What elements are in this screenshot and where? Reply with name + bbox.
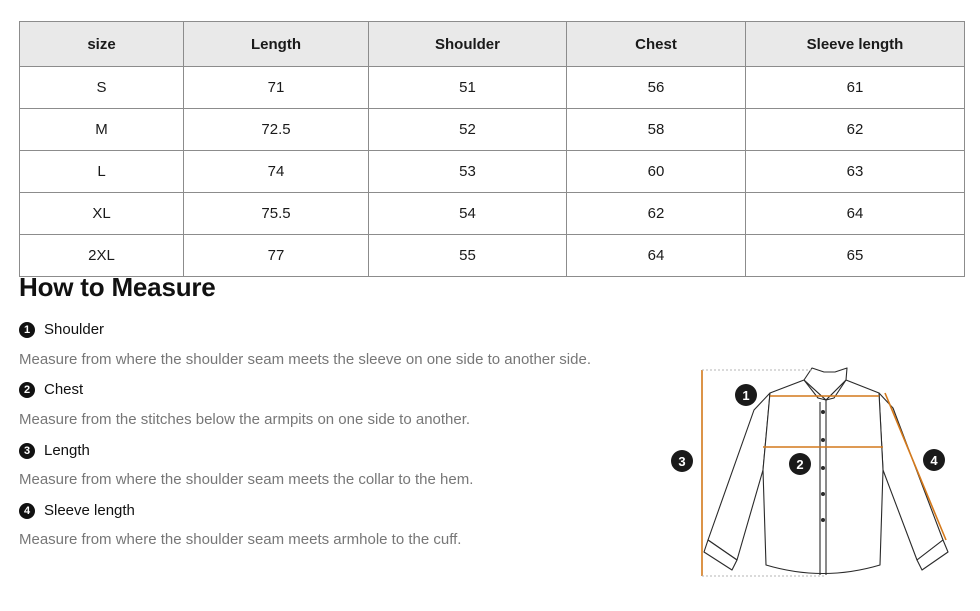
table-row (20, 67, 965, 109)
table-cell-length: 74 (184, 151, 369, 193)
table-row (20, 109, 965, 151)
marker-4-icon (923, 449, 945, 471)
table-cell-chest: 56 (567, 67, 746, 109)
number-3-icon: 3 (19, 443, 35, 459)
svg-text:2: 2 (796, 457, 804, 472)
table-cell-length: 72.5 (184, 109, 369, 151)
measure-item-label: Chest (44, 381, 84, 398)
table-row (20, 193, 965, 235)
column-header-shoulder: Shoulder (369, 22, 567, 67)
number-4-icon: 4 (19, 503, 35, 519)
shirt-measurement-diagram (665, 360, 955, 585)
table-cell-sleeve-length: 62 (746, 109, 965, 151)
table-cell-size: M (20, 109, 184, 151)
table-cell-sleeve-length: 63 (746, 151, 965, 193)
marker-3-icon (671, 450, 693, 472)
measure-item-sleeve-length-description: Measure from where the shoulder seam meets armhole to the cuff. (19, 531, 462, 548)
column-header-sleeve-length: Sleeve length (746, 22, 965, 67)
table-cell-shoulder: 55 (369, 235, 567, 277)
measure-item-sleeve-length-title (19, 502, 135, 519)
table-cell-size: XL (20, 193, 184, 235)
measure-item-length-description: Measure from where the shoulder seam meets the collar to the hem. (19, 471, 474, 488)
table-cell-sleeve-length: 64 (746, 193, 965, 235)
marker-2-icon (789, 453, 811, 475)
measure-item-chest-description: Measure from the stitches below the armpits on one side to another. (19, 411, 471, 428)
column-header-chest: Chest (567, 22, 746, 67)
measure-item-shoulder-description: Measure from where the shoulder seam meets the sleeve on one side to another side. (19, 351, 591, 368)
how-to-measure-heading: How to Measure (19, 272, 216, 302)
table-row (20, 235, 965, 277)
svg-text:4: 4 (930, 453, 938, 468)
measure-item-length-title (19, 442, 90, 459)
marker-1-icon (735, 384, 757, 406)
table-cell-chest: 60 (567, 151, 746, 193)
measure-item-label: Sleeve length (44, 502, 135, 519)
table-cell-length: 75.5 (184, 193, 369, 235)
size-chart-table (19, 21, 965, 277)
number-2-icon: 2 (19, 382, 35, 398)
table-cell-shoulder: 51 (369, 67, 567, 109)
table-cell-length: 71 (184, 67, 369, 109)
table-cell-chest: 62 (567, 193, 746, 235)
column-header-length: Length (184, 22, 369, 67)
table-cell-size: 2XL (20, 235, 184, 277)
measure-item-label: Shoulder (44, 321, 105, 338)
table-cell-size: S (20, 67, 184, 109)
svg-text:1: 1 (742, 388, 750, 403)
number-1-icon: 1 (19, 322, 35, 338)
measure-item-shoulder-title (19, 321, 104, 338)
table-header-row (20, 22, 965, 67)
table-cell-chest: 58 (567, 109, 746, 151)
table-cell-sleeve-length: 61 (746, 67, 965, 109)
measure-item-chest-title (19, 381, 83, 398)
table-cell-shoulder: 52 (369, 109, 567, 151)
svg-text:3: 3 (678, 454, 686, 469)
table-row (20, 151, 965, 193)
table-cell-length: 77 (184, 235, 369, 277)
table-cell-sleeve-length: 65 (746, 235, 965, 277)
table-cell-shoulder: 54 (369, 193, 567, 235)
column-header-size: size (20, 22, 184, 67)
measure-item-label: Length (44, 442, 90, 459)
table-cell-shoulder: 53 (369, 151, 567, 193)
table-cell-chest: 64 (567, 235, 746, 277)
table-cell-size: L (20, 151, 184, 193)
